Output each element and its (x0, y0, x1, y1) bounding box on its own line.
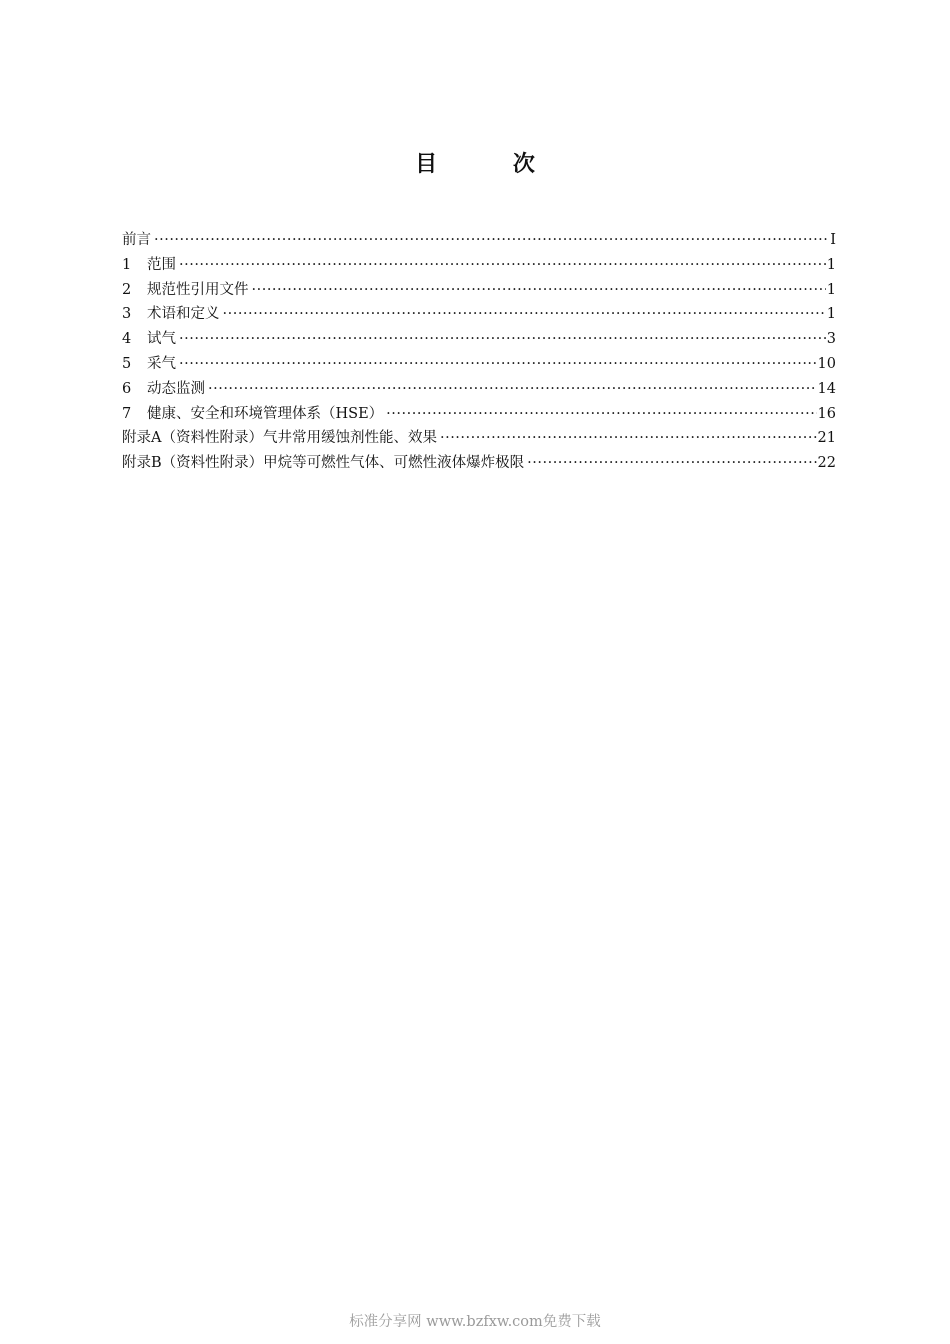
toc-entry-scope[interactable] (122, 253, 836, 278)
toc-entry-page: 1 (826, 306, 836, 323)
footer-watermark-text: 标准分享网 www.bzfxw.com免费下载 (349, 1314, 601, 1330)
toc-entry-page: 22 (817, 455, 836, 472)
toc-dot-leader (179, 253, 826, 278)
table-of-contents (122, 228, 836, 476)
toc-dot-leader (440, 426, 817, 451)
toc-entry-gas-testing[interactable] (122, 327, 836, 352)
toc-entry-page: 14 (817, 380, 836, 397)
toc-entry-label: 采气 (147, 355, 176, 372)
toc-entry-label: 术语和定义 (147, 306, 220, 323)
page-title: 目 次 (415, 152, 569, 177)
toc-dot-leader (179, 327, 826, 352)
toc-entry-label: 试气 (147, 331, 176, 348)
toc-entry-number: 3 (122, 306, 132, 323)
toc-dot-leader (208, 377, 817, 402)
toc-entry-label: 规范性引用文件 (147, 281, 249, 298)
toc-entry-page: 1 (826, 256, 836, 273)
toc-entry-label: 附录A（资料性附录）气井常用缓蚀剂性能、效果 (122, 430, 437, 447)
toc-dot-leader (154, 228, 829, 253)
toc-dot-leader (223, 302, 826, 327)
toc-entry-number: 1 (122, 256, 132, 273)
toc-dot-leader (252, 278, 826, 303)
toc-entry-number: 5 (122, 355, 132, 372)
toc-entry-label: 前言 (122, 232, 151, 248)
toc-entry-number: 6 (122, 380, 132, 397)
toc-entry-page: 16 (817, 405, 836, 422)
toc-entry-page: 1 (826, 281, 836, 298)
toc-entry-number: 4 (122, 331, 132, 348)
toc-entry-label: 附录B（资料性附录）甲烷等可燃性气体、可燃性液体爆炸极限 (122, 455, 525, 472)
toc-entry-page: 10 (817, 355, 836, 372)
toc-entry-page: I (830, 232, 836, 248)
toc-entry-label: 范围 (147, 256, 176, 273)
toc-entry-appendix-a[interactable] (122, 426, 836, 451)
toc-entry-gas-production[interactable] (122, 352, 836, 377)
toc-dot-leader (386, 402, 816, 427)
toc-entry-number: 2 (122, 281, 132, 298)
toc-entry-appendix-b[interactable] (122, 451, 836, 476)
toc-entry-label: 动态监测 (147, 380, 205, 397)
toc-entry-foreword[interactable] (122, 228, 836, 253)
toc-dot-leader (527, 451, 816, 476)
toc-entry-hse[interactable] (122, 402, 836, 427)
toc-entry-normative-references[interactable] (122, 278, 836, 303)
toc-entry-number: 7 (122, 405, 132, 422)
toc-entry-dynamic-monitoring[interactable] (122, 377, 836, 402)
toc-entry-page: 21 (817, 430, 836, 447)
toc-entry-label: 健康、安全和环境管理体系（HSE） (147, 405, 384, 422)
toc-dot-leader (179, 352, 817, 377)
toc-entry-terms-definitions[interactable] (122, 302, 836, 327)
toc-entry-page: 3 (826, 331, 836, 348)
